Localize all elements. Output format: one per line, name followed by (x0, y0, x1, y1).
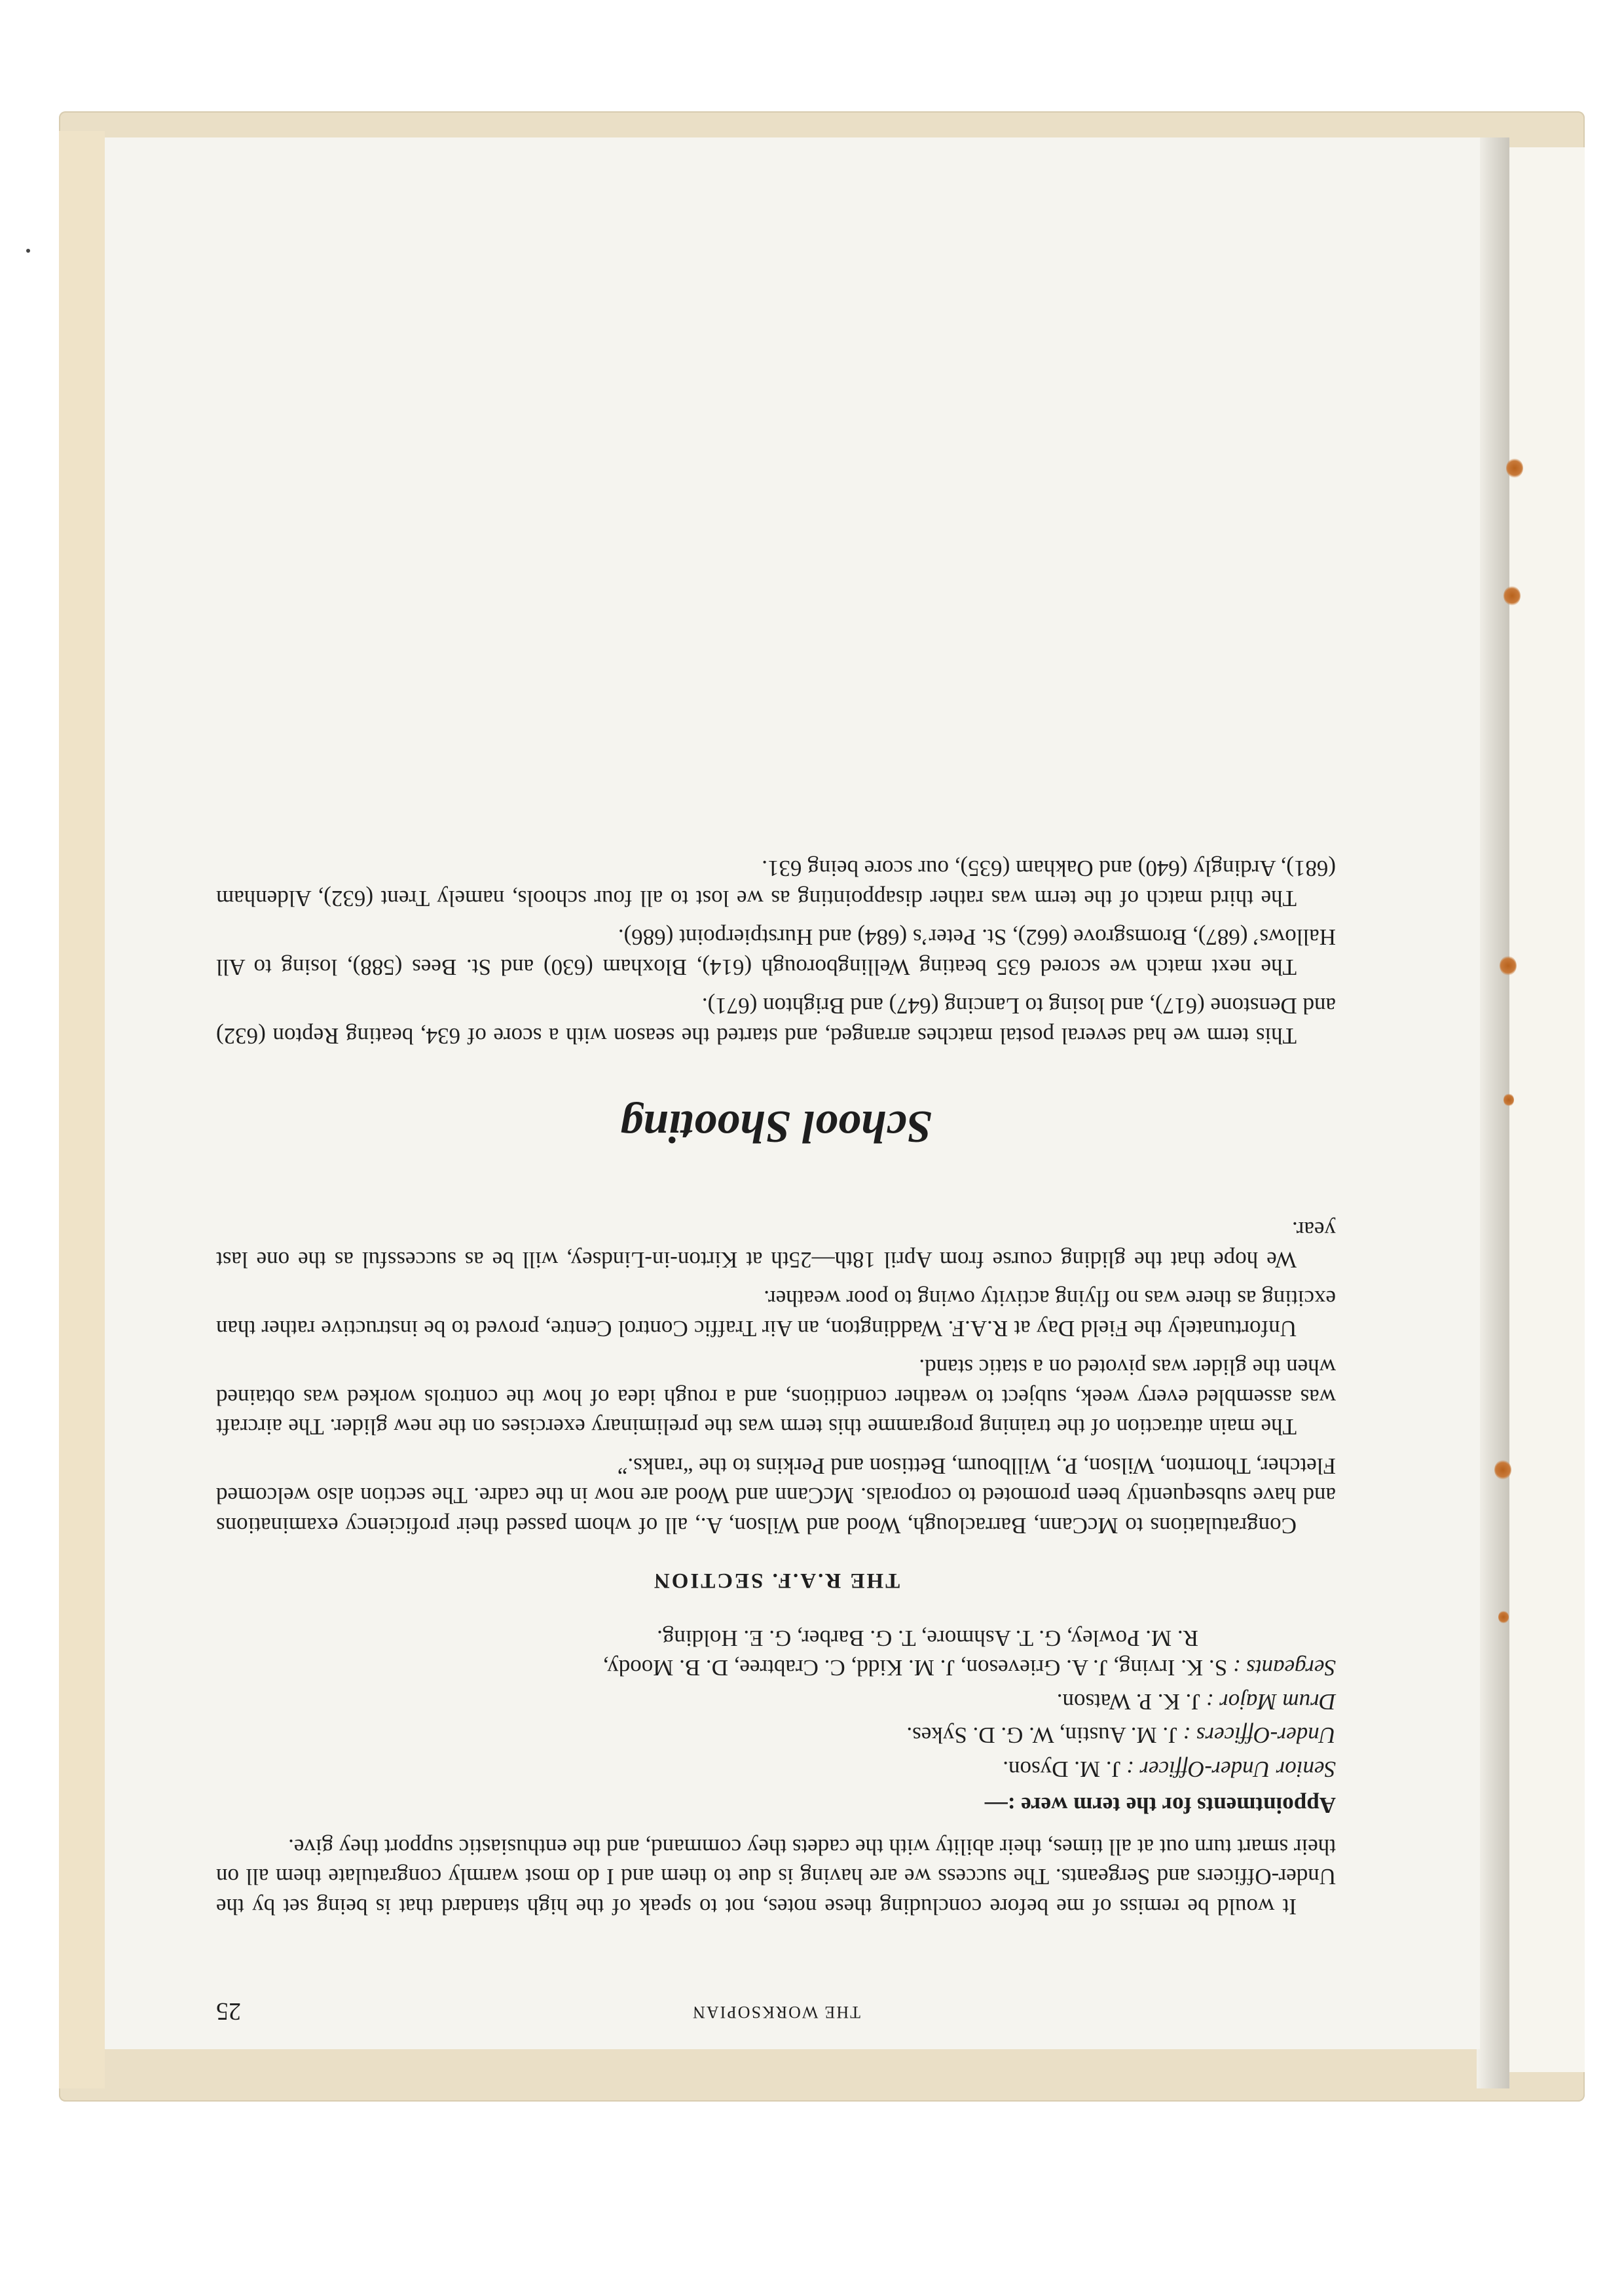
rust-spot (1504, 1093, 1514, 1106)
appointment-role: Drum Major : (1206, 1689, 1336, 1715)
appointment-names: S. K. Irving, J. A. Grieveson, J. M. Kidd, C. Crabtree, D. B. Moody, (602, 1655, 1228, 1681)
intro-paragraph: It would be remiss of me before concluding these notes, not to speak of the high standard that is being set by the Under-Officers and Sergeants. The success we are having is due to them and I do most warmly congratulate them all on their smart turn out at all times, their ability with the cadets they command, and the enthusiastic support they give. (216, 1834, 1336, 1920)
page-number: 25 (216, 1997, 241, 2025)
appointment-names: J. M. Austin, W. G. D. Sykes. (906, 1722, 1177, 1749)
raf-paragraph: Congratulations to McCann, Barraclough, Wood and Wilson, A., all of whom passed their proficiency examinations and have subsequently been promoted to corporals. McCann and Wood are now in the cadre. The section also welcomed Fletcher, Thornton, Wilson, P., Willbourn, Bettison and Perkins to the “ranks.” (216, 1453, 1336, 1539)
facing-page-edge (1500, 147, 1585, 2072)
spine-shadow (1477, 137, 1509, 2088)
school-shooting-title: School Shooting (619, 1101, 932, 1152)
raf-paragraph: Unfortunately the Field Day at R.A.F. Waddington, an Air Traffic Control Centre, proved to be instructive rather than exciting as there was no flying activity owing to poor weather. (216, 1286, 1336, 1341)
raf-section-heading: THE R.A.F. SECTION (652, 1569, 900, 1593)
rust-spot (1506, 458, 1523, 478)
appointment-row (216, 1755, 1336, 1785)
appointments-heading: Appointments for the term were :— (984, 1793, 1336, 1819)
appointment-role: Senior Under-Officer : (1126, 1757, 1336, 1782)
rust-spot (1494, 1460, 1511, 1480)
rust-spot (1498, 1611, 1509, 1624)
page-content-upside-down (216, 334, 1336, 2023)
page-edge-strip (59, 131, 105, 2088)
rust-spot (1500, 956, 1517, 975)
appointment-row (216, 1687, 1336, 1717)
running-head (216, 1984, 1336, 2023)
appointment-row (216, 1721, 1336, 1751)
raf-paragraph: The main attraction of the training programme this term was the preliminary exercises on the new glider. The aircraft was assembled every week, subject to weather conditions, and a rough idea of how the controls worked was obtained when the glider was pivoted on a static stand. (216, 1355, 1336, 1440)
shooting-paragraph: The next match we scored 635 beating Wellingborough (614), Bloxham (630) and St. Bees (588), losing to All Hallows’ (687), Bromsgrove (662), St. Peter’s (684) and Hurstpierpoint (686). (216, 924, 1336, 980)
scan-speck (26, 249, 30, 253)
appointment-names: J. K. P. Watson. (1056, 1689, 1200, 1715)
appointment-role: Under-Officers : (1183, 1722, 1336, 1749)
shooting-paragraph: The third match of the term was rather disappointing as we lost to all four schools, namely Trent (632), Aldenham (681), Ardingly (640) and Oakham (635), our score being 631. (216, 856, 1336, 911)
shooting-paragraph: This term we had several postal matches arranged, and started the season with a score of 634, beating Repton (632) and Denstone (617), and losing to Lancing (647) and Brighton (671). (216, 993, 1336, 1049)
appointment-names: J. M. Dyson. (1003, 1757, 1121, 1782)
appointment-role: Sergeants : (1232, 1655, 1336, 1681)
rust-spot (1504, 586, 1521, 606)
running-head-title: THE WORKSOPIAN (692, 2003, 860, 2022)
appointment-names-continued: R. M. Powley, G. T. Ashmore, T. G. Barber, G. E. Holding. (657, 1626, 1198, 1651)
appointment-row (216, 1624, 1336, 1683)
raf-paragraph: We hope that the gliding course from April 18th—25th at Kirton-in-Lindsey, will be as successful as the one last year. (216, 1217, 1336, 1273)
